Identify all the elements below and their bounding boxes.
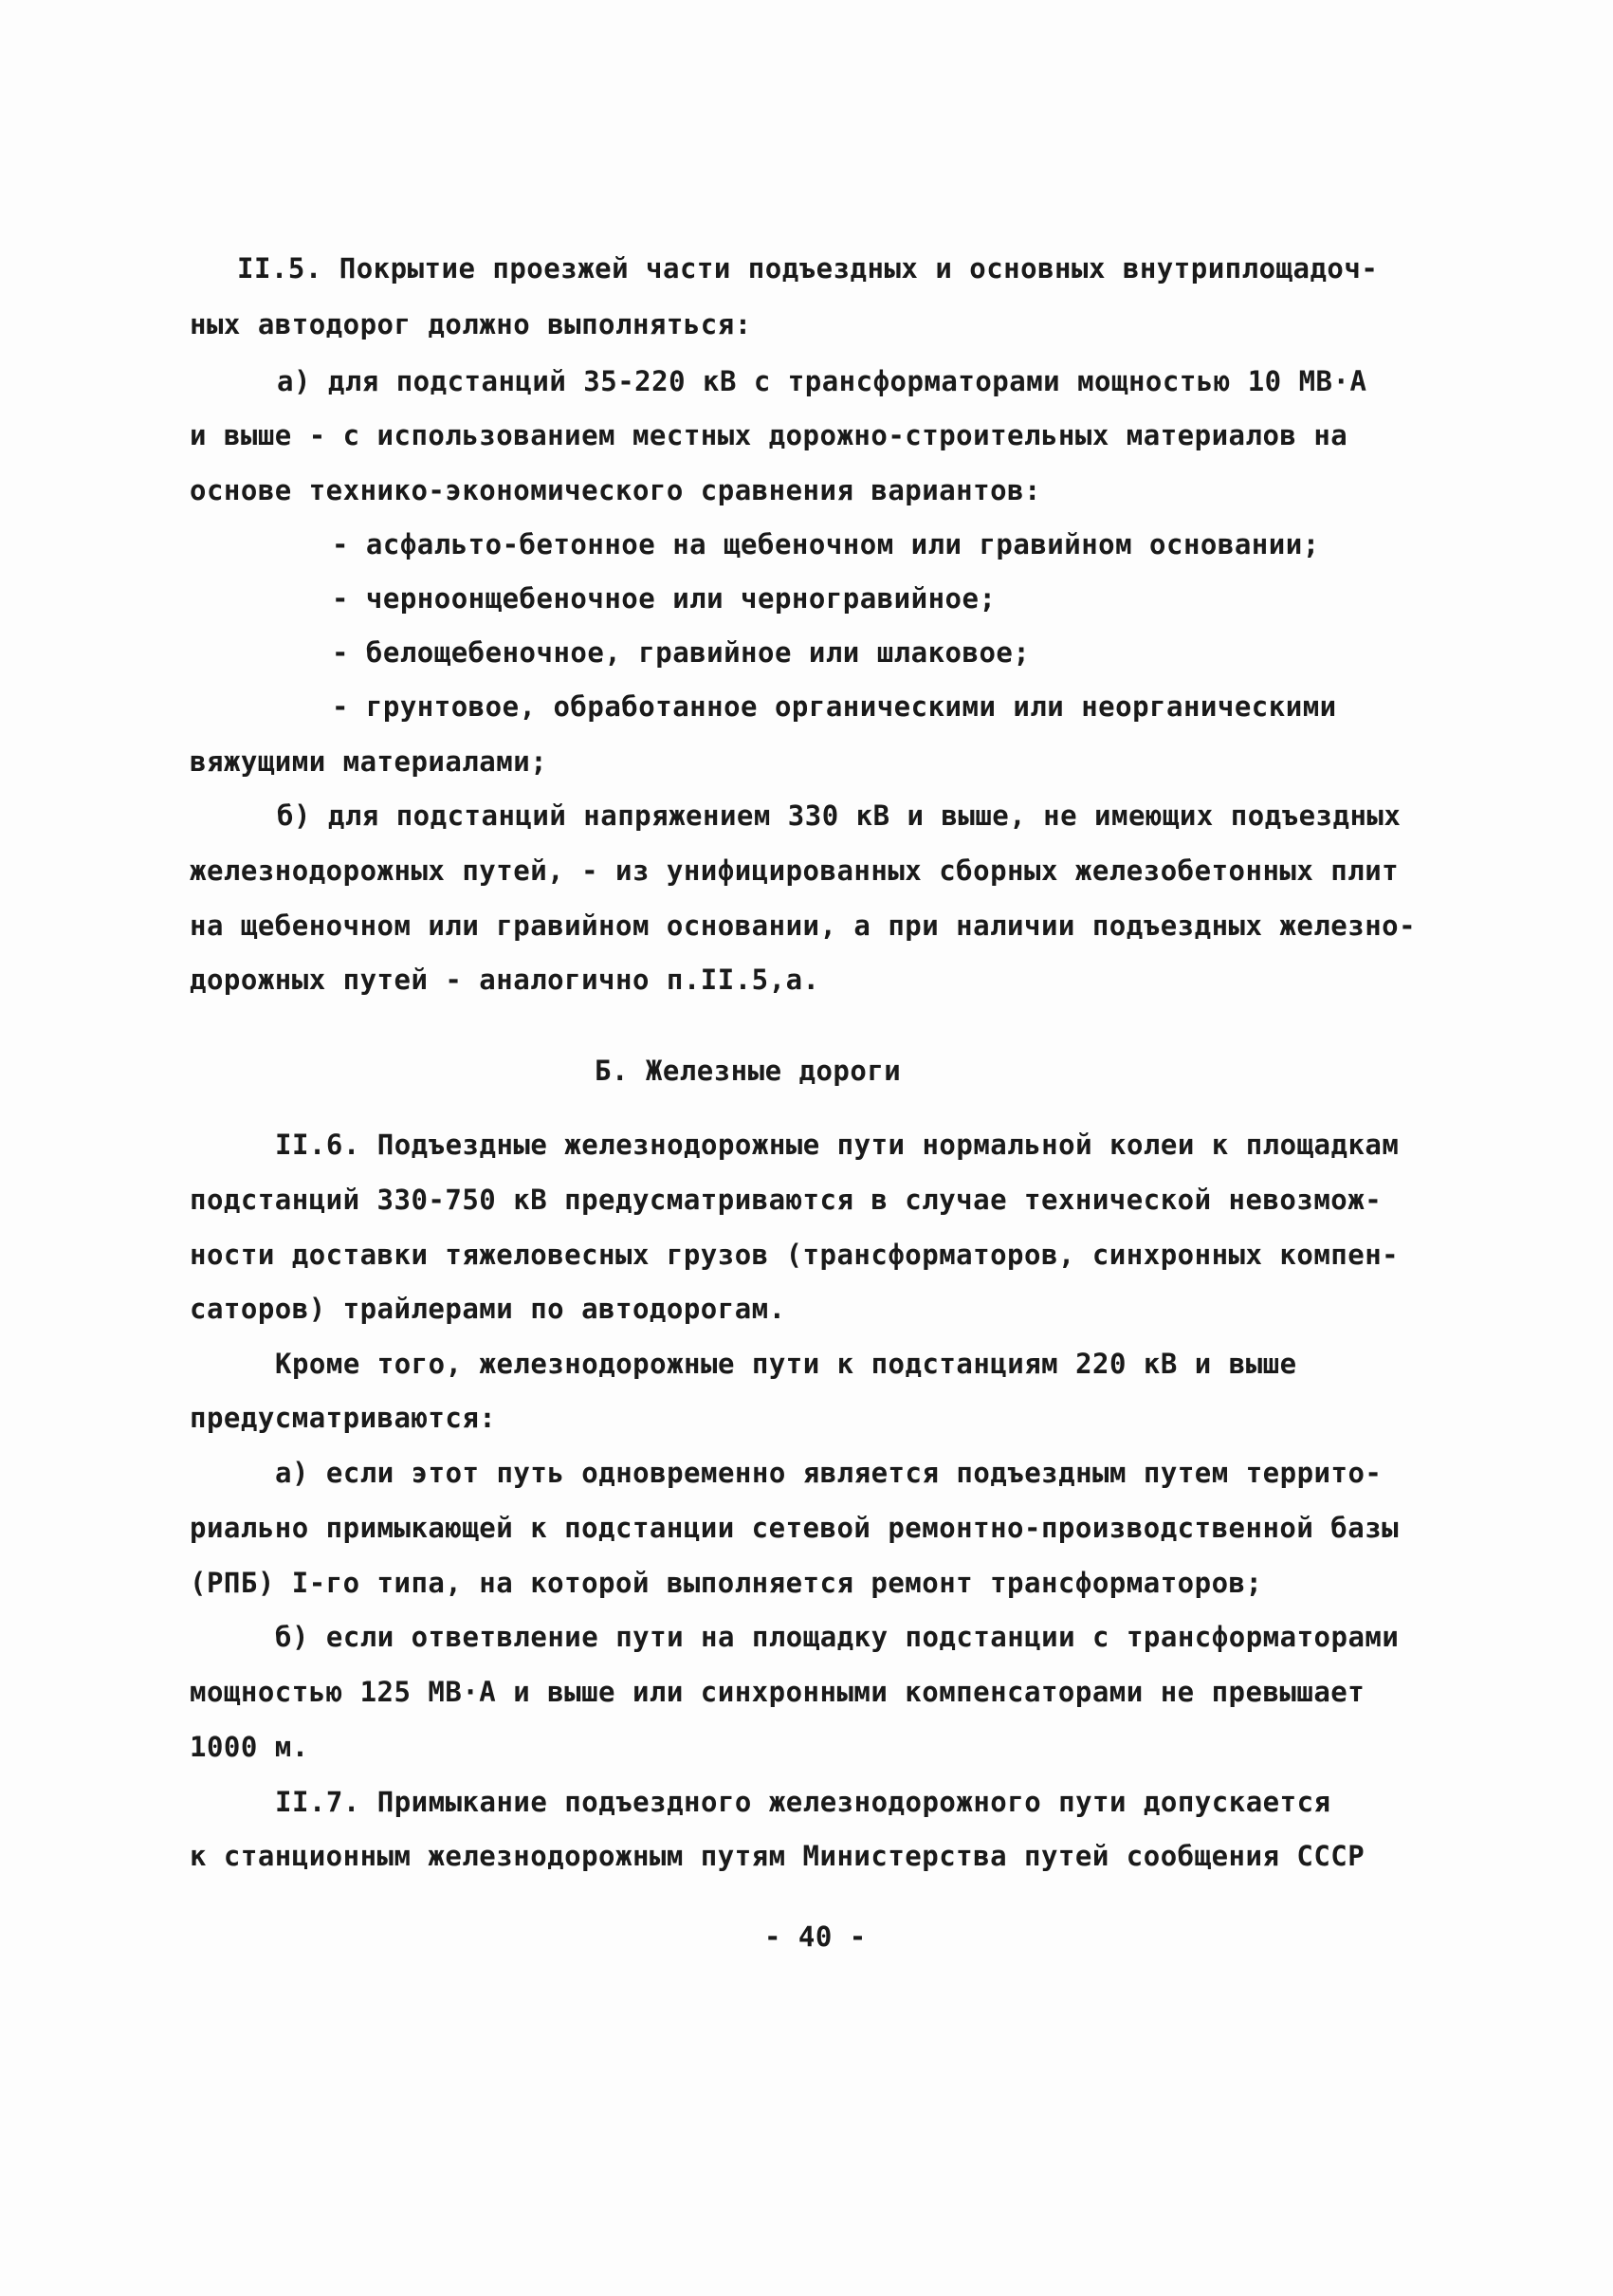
list-item: - асфальто-бетонное на щебеночном или гравийном основании;	[332, 528, 1320, 560]
text-line: II.7. Примыкание подъездного железнодорожного пути допускается	[275, 1786, 1331, 1818]
text-line: предусматриваются:	[190, 1402, 497, 1434]
text-line: а) для подстанций 35-220 кВ с трансформаторами мощностью 10 МВ·А	[277, 365, 1367, 397]
text-line: саторов) трайлерами по автодорогам.	[190, 1293, 786, 1325]
text-line: ности доставки тяжеловесных грузов (трансформаторов, синхронных компен-	[190, 1239, 1400, 1271]
text-line: 1000 м.	[190, 1731, 309, 1763]
text-line: на щебеночном или гравийном основании, а при наличии подъездных железно-	[190, 909, 1417, 942]
text-line: железнодорожных путей, - из унифицированных сборных железобетонных плит	[190, 854, 1400, 887]
text-line: риально примыкающей к подстанции сетевой ремонтно-производственной базы	[190, 1512, 1400, 1544]
text-line: мощностью 125 МВ·А и выше или синхронными компенсаторами не превышает	[190, 1676, 1366, 1708]
text-line: II.5. Покрытие проезжей части подъездных и основных внутриплощадоч-	[237, 252, 1379, 285]
page-number: - 40 -	[764, 1920, 867, 1953]
text-line: II.6. Подъездные железнодорожные пути нормальной колеи к площадкам	[275, 1129, 1400, 1161]
text-line: ных автодорог должно выполняться:	[190, 308, 752, 340]
text-line: а) если этот путь одновременно является подъездным путем террито-	[275, 1457, 1383, 1489]
list-item: - грунтовое, обработанное органическими или неорганическими	[332, 690, 1337, 723]
section-heading: Б. Железные дороги	[595, 1055, 902, 1087]
list-item: - черноонщебеночное или черногравийное;	[332, 582, 997, 615]
text-line: к станционным железнодорожным путям Министерства путей сообщения СССР	[190, 1840, 1366, 1872]
text-line: подстанций 330-750 кВ предусматриваются в случае технической невозмож-	[190, 1184, 1383, 1216]
text-line: вяжущими материалами;	[190, 745, 548, 778]
list-item: - белощебеночное, гравийное или шлаковое;	[332, 636, 1031, 669]
text-line: б) если ответвление пути на площадку подстанции с трансформаторами	[275, 1621, 1400, 1653]
text-line: и выше - с использованием местных дорожно-строительных материалов на	[190, 419, 1348, 451]
text-line: основе технико-экономического сравнения вариантов:	[190, 474, 1041, 506]
text-line: б) для подстанций напряжением 330 кВ и выше, не имеющих подъездных	[277, 799, 1402, 832]
text-line: дорожных путей - аналогично п.II.5,а.	[190, 964, 820, 996]
text-line: Кроме того, железнодорожные пути к подстанциям 220 кВ и выше	[275, 1348, 1297, 1380]
text-line: (РПБ) I-го типа, на которой выполняется ремонт трансформаторов;	[190, 1567, 1263, 1599]
